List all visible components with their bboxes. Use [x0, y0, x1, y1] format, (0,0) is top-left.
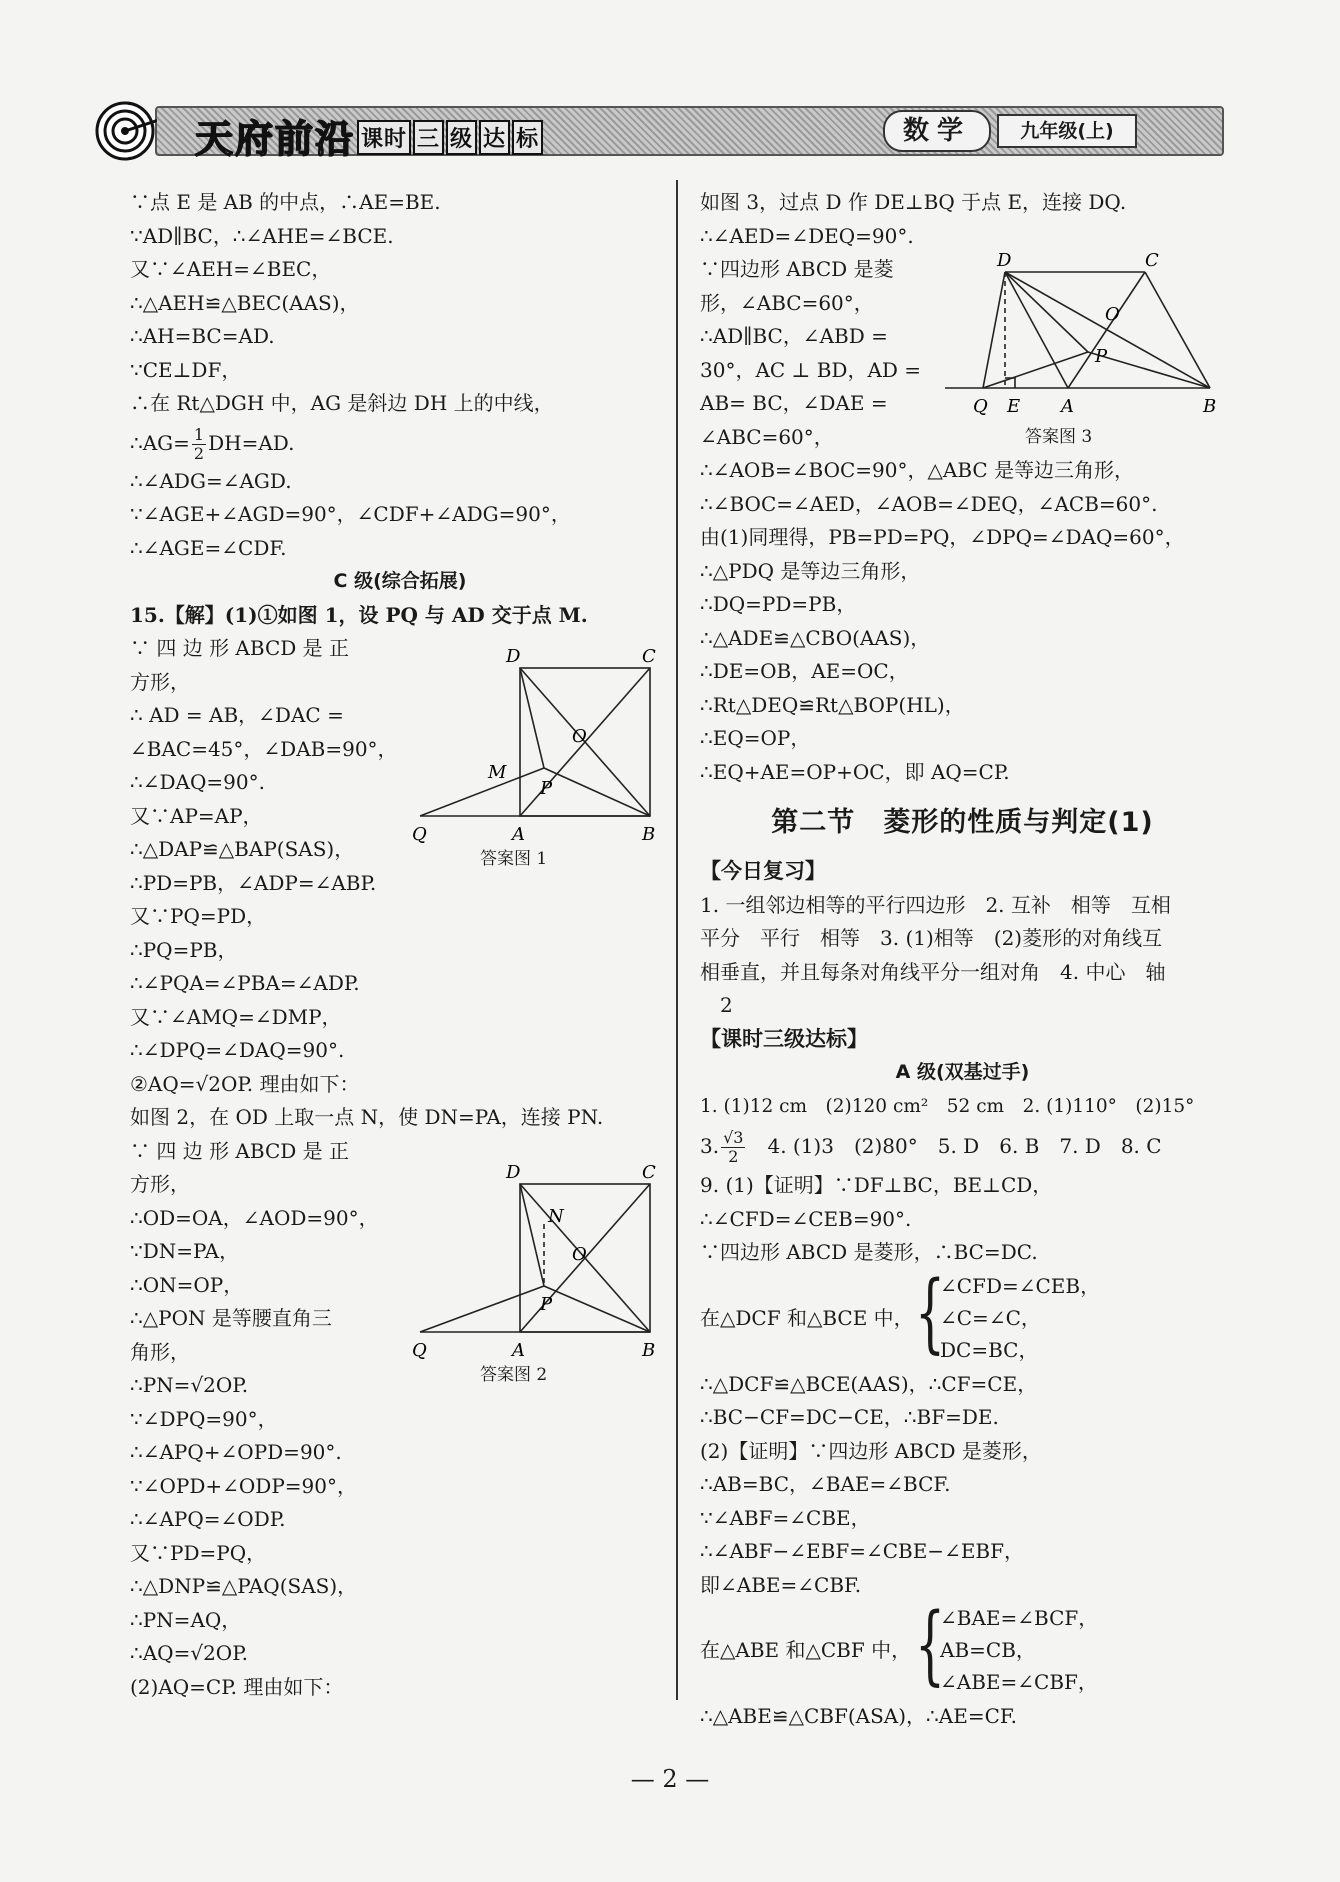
system-row: DC=BC， — [940, 1337, 1039, 1362]
text-line: ∴△AEH≌△BEC(AAS)， — [130, 290, 360, 315]
text-line: ∴AB=BC，∠BAE=∠BCF. — [700, 1472, 951, 1496]
text-line: 如图 3，过点 D 作 DE⊥BQ 于点 E，连接 DQ. — [700, 190, 1127, 214]
text-line: 由(1)同理得，PB=PD=PQ，∠DPQ=∠DAQ=60°， — [700, 525, 1185, 549]
series-char: 标 — [512, 120, 543, 155]
text-line: ∴△PDQ 是等边三角形， — [700, 558, 921, 583]
text-line: ∴OD=OA，∠AOD=90°， — [130, 1205, 379, 1230]
text-line: ∠ABC=60°， — [700, 424, 834, 449]
answer-line-3 — [700, 1123, 1225, 1169]
congruence-system-1 — [700, 1262, 1225, 1368]
congruence-system-2 — [700, 1595, 1225, 1700]
fraction — [721, 1129, 745, 1166]
text-line: ∴PN=AQ， — [130, 1607, 242, 1632]
system-lead: 在△ABE 和△CBF 中， — [700, 1638, 912, 1662]
left-brace-icon: { — [915, 1262, 946, 1363]
text-line: ∵AD∥BC，∴∠AHE=∠BCE. — [130, 223, 394, 248]
series-char: 三 — [413, 120, 444, 155]
text-line: ∵CE⊥DF， — [130, 357, 242, 382]
text-line: ∴△DAP≌△BAP(SAS)， — [130, 837, 355, 861]
text-line: ∴AQ=√2OP. — [130, 1641, 248, 1665]
text-line: 又∵∠AEH=∠BEC， — [130, 257, 332, 281]
label-D: D — [997, 250, 1012, 271]
q15-2-block — [700, 253, 930, 454]
text-line: ∴BC−CF=DC−CE，∴BF=DE. — [700, 1405, 999, 1429]
level-heading-a: A 级(双基过手) — [895, 1061, 1030, 1083]
text-line: ∵DN=PA， — [130, 1239, 240, 1263]
system-rows — [940, 1270, 1100, 1366]
frac-prefix: ∴AG= — [130, 430, 190, 455]
review-line: 1. 一组邻边相等的平行四边形 2. 互补 相等 互相 — [700, 892, 1171, 917]
system-rows — [940, 1602, 1098, 1698]
label-B: B — [642, 824, 656, 845]
text-line: AB= BC，∠DAE = — [700, 391, 888, 415]
text-line: ∴△ADE≌△CBO(AAS)， — [700, 625, 931, 650]
text-line: ∵∠OPD+∠ODP=90°， — [130, 1473, 357, 1498]
square-diagram-1 — [412, 646, 660, 848]
text-line: ∴ AD = AB，∠DAC = — [130, 703, 344, 727]
text-line: (2)AQ=CP. 理由如下： — [130, 1674, 344, 1699]
text-line: 又∵AP=AP， — [130, 803, 263, 828]
text-line: ∴DQ=PD=PB， — [700, 592, 857, 616]
label-A: A — [512, 1340, 525, 1361]
q15-block-1 — [130, 632, 400, 867]
label-C: C — [642, 646, 656, 667]
label-D: D — [506, 646, 521, 667]
target-logo-icon — [95, 100, 157, 162]
text-line: ∴∠APQ=∠ODP. — [130, 1507, 286, 1531]
figure-caption: 答案图 3 — [1025, 427, 1093, 447]
label-Q: Q — [412, 1340, 427, 1361]
ans3-prefix: 3. — [700, 1134, 720, 1158]
system-row: ∠CFD=∠CEB， — [940, 1273, 1101, 1298]
label-P: P — [540, 778, 553, 799]
series-char: 达 — [479, 120, 510, 155]
label-O: O — [1105, 304, 1120, 325]
frac-den: 2 — [728, 1147, 739, 1166]
label-P: P — [1095, 346, 1108, 367]
text-line: ②AQ=√2OP. 理由如下： — [130, 1071, 360, 1096]
text-line: ∴∠APQ+∠OPD=90°. — [130, 1440, 342, 1464]
text-line: ∴DE=OB，AE=OC， — [700, 659, 909, 683]
answer-figure-1 — [412, 646, 660, 869]
text-line: ∵四边形 ABCD 是菱 — [700, 257, 894, 281]
text-line: ∴∠CFD=∠CEB=90°. — [700, 1206, 912, 1231]
q15-block-2 — [130, 1135, 400, 1370]
label-A: A — [512, 824, 525, 845]
text-line: ∴∠AOB=∠BOC=90°，△ABC 是等边三角形， — [700, 458, 1135, 482]
text-line: ∴△DNP≌△PAQ(SAS)， — [130, 1574, 358, 1598]
answer-figure-3 — [945, 250, 1215, 450]
frac-suffix: DH=AD. — [208, 430, 295, 455]
page-number: — 2 — — [630, 1765, 710, 1793]
text-line: ∵∠AGE+∠AGD=90°，∠CDF+∠ADG=90°， — [130, 502, 571, 526]
text-line: ∴∠ADG=∠AGD. — [130, 468, 292, 493]
text-line: ∵∠DPQ=90°， — [130, 1406, 278, 1431]
text-line: ∵ 四 边 形 ABCD 是 正 — [130, 1138, 349, 1163]
text-line: ∴△PON 是等腰直角三 — [130, 1306, 332, 1330]
text-line: 又∵∠AMQ=∠DMP， — [130, 1004, 342, 1029]
text-line: ∵四边形 ABCD 是菱形，∴BC=DC. — [700, 1240, 1038, 1264]
text-line: ∴EQ+AE=OP+OC，即 AQ=CP. — [700, 759, 1010, 784]
level-heading-c: C 级(综合拓展) — [333, 570, 467, 592]
fraction — [192, 426, 206, 463]
label-N: N — [548, 1206, 564, 1227]
frac-num: √3 — [723, 1128, 744, 1147]
label-Q: Q — [973, 396, 988, 417]
text-line: 30°，AC ⊥ BD，AD = — [700, 357, 922, 382]
text-line: ∴在 Rt△DGH 中，AG 是斜边 DH 上的中线， — [130, 391, 554, 415]
label-Q: Q — [412, 824, 427, 845]
label-M: M — [488, 762, 507, 783]
label-O: O — [572, 726, 587, 747]
text-line: ∴AD∥BC，∠ABD = — [700, 324, 888, 348]
system-row: ∠ABE=∠CBF， — [940, 1670, 1098, 1694]
text-line: ∴∠AED=∠DEQ=90°. — [700, 223, 914, 248]
review-line: 平分 平行 相等 3. (1)相等 (2)菱形的对角线互 — [700, 926, 1163, 950]
system-row: AB=CB， — [940, 1638, 1036, 1662]
label-B: B — [1203, 396, 1217, 417]
label-P: P — [540, 1294, 553, 1315]
answer-figure-2 — [412, 1162, 660, 1385]
label-E: E — [1007, 396, 1021, 417]
text-line: ∴∠BOC=∠AED，∠AOB=∠DEQ，∠ACB=60°. — [700, 491, 1158, 516]
label-O: O — [572, 1244, 587, 1265]
series-char: 课时 — [357, 120, 411, 155]
label-A: A — [1061, 396, 1074, 417]
label-C: C — [642, 1162, 656, 1183]
left-brace-icon: { — [915, 1595, 946, 1695]
frac-den: 2 — [193, 443, 205, 463]
square-diagram-2 — [412, 1162, 660, 1364]
text-line: ∴∠ABF−∠EBF=∠CBE−∠EBF， — [700, 1539, 1024, 1563]
label-B: B — [642, 1340, 656, 1361]
text-line: ∵∠ABF=∠CBE， — [700, 1505, 871, 1530]
text-line: ∴ON=OP， — [130, 1272, 244, 1297]
text-line: ∵ 四 边 形 ABCD 是 正 — [130, 636, 349, 660]
ans3-suffix: 4. (1)3 (2)80° 5. D 6. B 7. D 8. C — [747, 1134, 1162, 1158]
text-line: ∠BAC=45°，∠DAB=90°， — [130, 736, 398, 761]
rhombus-diagram — [945, 250, 1215, 420]
answer-line: 1. (1)12 cm (2)120 cm² 52 cm 2. (1)110° (2)15° — [700, 1095, 1195, 1117]
text-line: ∴EQ=OP， — [700, 726, 811, 750]
column-divider — [676, 180, 678, 1700]
text-line: 形，∠ABC=60°， — [700, 290, 874, 315]
text-line: ∴∠PQA=∠PBA=∠ADP. — [130, 971, 360, 995]
text-line: 角形， — [130, 1339, 190, 1364]
review-line: 2 — [700, 993, 733, 1017]
text-line: ∴△ABE≌△CBF(ASA)，∴AE=CF. — [700, 1704, 1018, 1728]
series-char: 级 — [446, 120, 477, 155]
figure-caption: 答案图 2 — [480, 1365, 548, 1385]
question-15-head: 15.【解】(1)①如图 1，设 PQ 与 AD 交于点 M. — [130, 602, 588, 627]
grade-badge: 九年级(上) — [997, 114, 1137, 148]
system-lead: 在△DCF 和△BCE 中， — [700, 1305, 914, 1330]
figure-caption: 答案图 1 — [480, 849, 548, 869]
text-line: ∴∠AGE=∠CDF. — [130, 535, 287, 560]
text-line: 即∠ABE=∠CBF. — [700, 1572, 862, 1597]
text-line: 9. (1)【证明】∵DF⊥BC，BE⊥CD， — [700, 1173, 1053, 1197]
drill-heading: 【课时三级达标】 — [700, 1026, 868, 1051]
text-line: (2)【证明】∵四边形 ABCD 是菱形， — [700, 1438, 1042, 1463]
text-line: ∴AH=BC=AD. — [130, 324, 275, 348]
brand-title: 天府前沿 — [195, 117, 356, 161]
text-line: ∴PN=√2OP. — [130, 1373, 249, 1397]
subject-badge: 数学 — [883, 110, 991, 152]
review-line: 相垂直，并且每条对角线平分一组对角 4. 中心 轴 — [700, 959, 1166, 984]
system-row: ∠BAE=∠BCF， — [940, 1606, 1099, 1630]
left-column — [130, 186, 670, 1704]
text-line: ∴∠DAQ=90°. — [130, 770, 265, 794]
series-title — [357, 120, 545, 155]
text-line: ∵点 E 是 AB 的中点，∴AE=BE. — [130, 190, 441, 214]
text-line: 如图 2，在 OD 上取一点 N，使 DN=PA，连接 PN. — [130, 1105, 604, 1129]
text-line: ∴Rt△DEQ≌Rt△BOP(HL)， — [700, 692, 965, 717]
label-C: C — [1145, 250, 1159, 271]
text-line: 方形， — [130, 669, 190, 694]
system-row: ∠C=∠C， — [940, 1305, 1041, 1330]
label-D: D — [506, 1162, 521, 1183]
text-line: 方形， — [130, 1172, 190, 1196]
text-line: ∴△DCF≌△BCE(AAS)，∴CF=CE， — [700, 1371, 1038, 1396]
text-line: ∴PQ=PB， — [130, 937, 238, 962]
page-header — [95, 100, 1220, 162]
text-line: ∴PD=PB，∠ADP=∠ABP. — [130, 870, 377, 895]
text-line: 又∵PD=PQ， — [130, 1540, 267, 1565]
text-line: ∴∠DPQ=∠DAQ=90°. — [130, 1038, 345, 1062]
fraction-line — [130, 421, 670, 465]
frac-num: 1 — [193, 424, 205, 444]
review-heading: 【今日复习】 — [700, 859, 826, 883]
text-line: 又∵PQ=PD， — [130, 904, 267, 928]
section-title: 第二节 菱形的性质与判定(1) — [771, 807, 1154, 838]
